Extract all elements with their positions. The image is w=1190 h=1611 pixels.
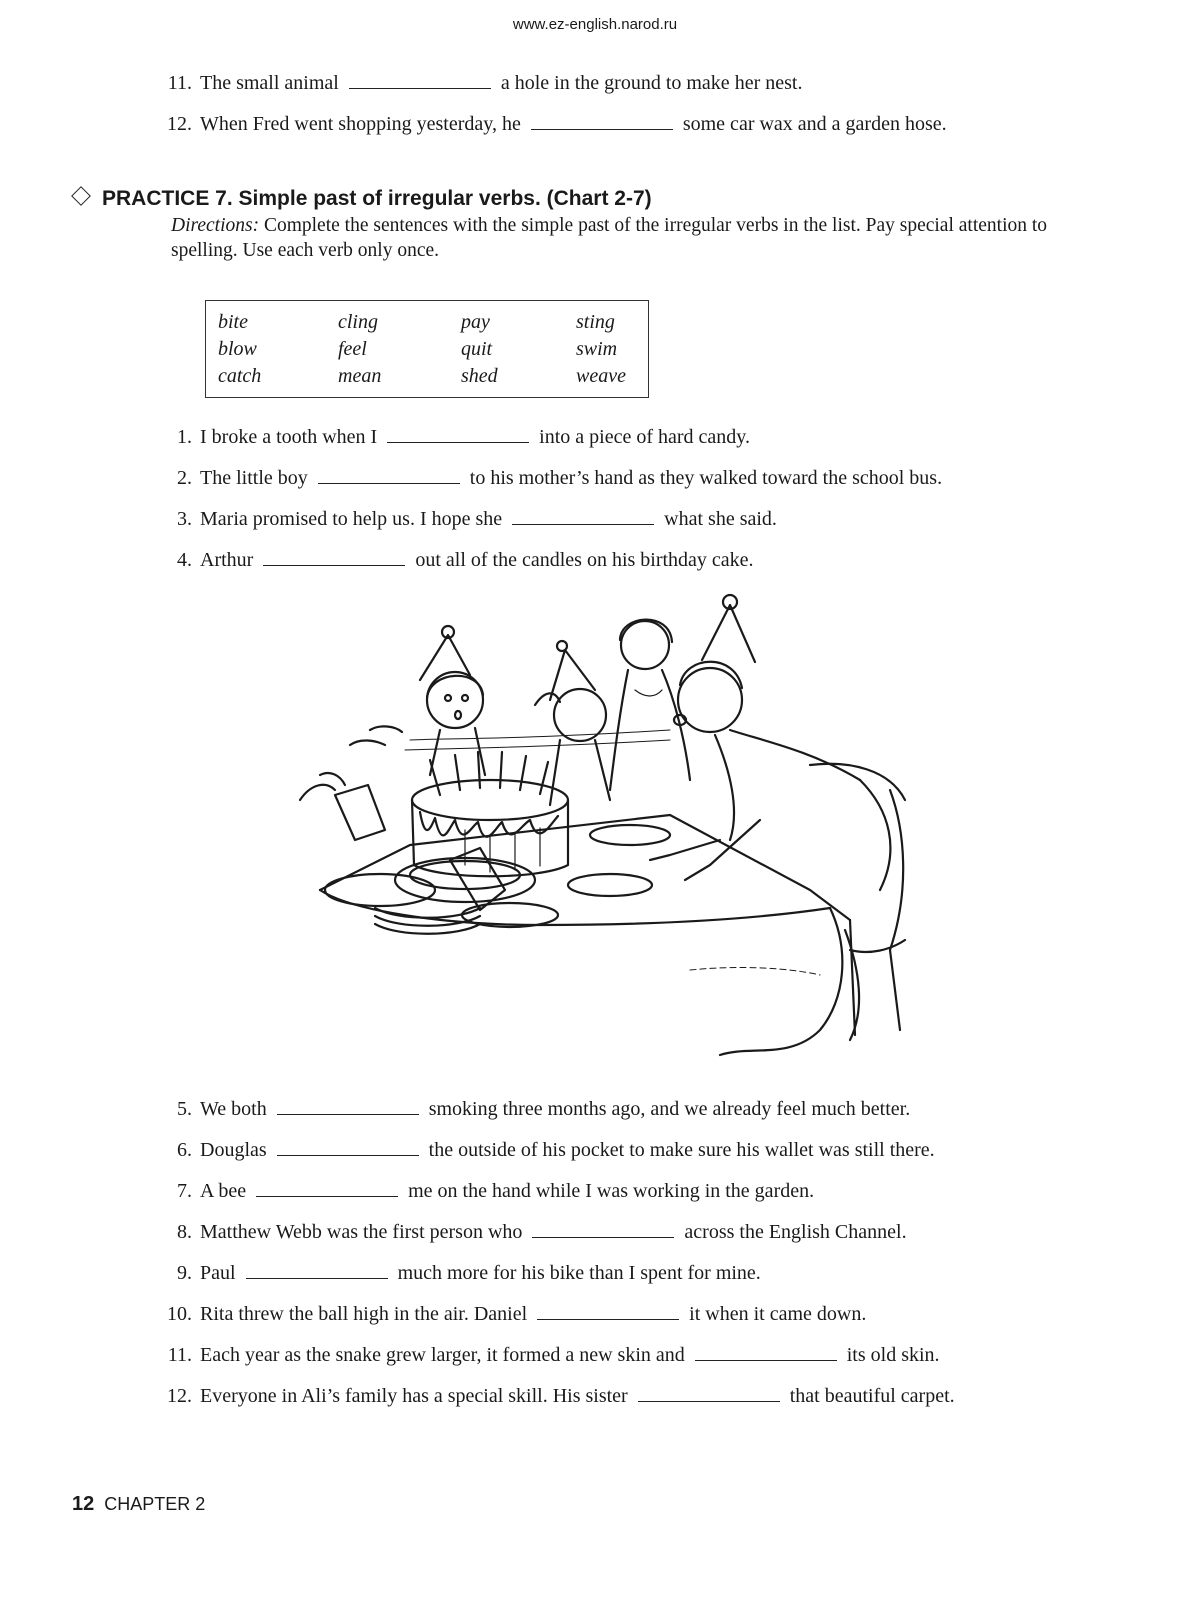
item-number: 11. [167,72,192,94]
item-number: 12. [167,1385,192,1407]
item-text-after: its old skin. [846,1344,940,1366]
exercise-item-2 [162,466,942,490]
item-text-before: The small animal [200,72,339,94]
item-text-before: Everyone in Ali’s family has a special skill. His sister [200,1385,628,1407]
item-text-before: The little boy [200,467,308,489]
page-number: 12 [72,1493,95,1515]
item-text-before: Douglas [200,1139,267,1161]
answer-blank[interactable] [246,1264,388,1279]
exercise-item-8 [162,1220,907,1244]
answer-blank[interactable] [638,1387,780,1402]
directions-text: Complete the sentences with the simple past of the irregular verbs in the list. Pay special attention to spelling. Use each verb only once. [171,215,1048,261]
item-text-after: that beautiful carpet. [789,1385,955,1407]
exercise-item-5 [162,1097,910,1121]
item-text-before: I broke a tooth when I [200,426,378,448]
page-footer [72,1493,205,1516]
answer-blank[interactable] [277,1141,419,1156]
verb-list-box [205,300,649,398]
item-text-after: smoking three months ago, and we already feel much better. [428,1098,911,1120]
item-text-before: Rita threw the ball high in the air. Daniel [200,1303,528,1325]
item-number: 8. [177,1221,192,1243]
answer-blank[interactable] [537,1305,679,1320]
item-number: 1. [177,426,192,448]
item-number: 4. [177,549,192,571]
directions [171,213,1051,263]
answer-blank[interactable] [318,469,460,484]
item-number: 12. [167,113,192,135]
verb-word: sting [576,311,615,333]
item-number: 2. [177,467,192,489]
item-text-before: Matthew Webb was the first person who [200,1221,523,1243]
item-text-after: out all of the candles on his birthday cake. [415,549,754,571]
item-text-after: it when it came down. [689,1303,867,1325]
exercise-item-9 [162,1261,761,1285]
diamond-icon [71,186,91,206]
verb-word: bite [218,311,248,333]
exercise-item-12 [162,1384,955,1408]
item-text-before: When Fred went shopping yesterday, he [200,113,521,135]
exercise-item-6 [162,1138,935,1162]
site-url: www.ez-english.narod.ru [512,16,678,33]
verb-word: weave [576,365,626,387]
item-text-before: We both [200,1098,267,1120]
item-number: 6. [177,1139,192,1161]
prev-item-11 [162,71,802,95]
item-text-after: into a piece of hard candy. [539,426,751,448]
item-text-before: Each year as the snake grew larger, it formed a new skin and [200,1344,685,1366]
item-text-after: much more for his bike than I spent for mine. [397,1262,761,1284]
verb-word: cling [338,311,378,333]
exercise-item-7 [162,1179,814,1203]
verb-word: quit [461,338,493,360]
answer-blank[interactable] [387,428,529,443]
practice-heading [70,187,652,211]
verb-word: mean [338,365,382,387]
item-text-after: the outside of his pocket to make sure his wallet was still there. [428,1139,935,1161]
item-text-after: me on the hand while I was working in the garden. [408,1180,815,1202]
verb-word: pay [461,311,490,333]
item-text-before: A bee [200,1180,247,1202]
item-text-before: Paul [200,1262,236,1284]
answer-blank[interactable] [531,115,673,130]
answer-blank[interactable] [695,1346,837,1361]
exercise-item-10 [162,1302,866,1326]
answer-blank[interactable] [277,1100,419,1115]
item-text-after: a hole in the ground to make her nest. [500,72,803,94]
verb-word: feel [338,338,367,360]
practice-title: PRACTICE 7. Simple past of irregular verbs. (Chart 2-7) [102,187,652,210]
answer-blank[interactable] [512,510,654,525]
item-text-before: Arthur [200,549,254,571]
item-text-after: to his mother’s hand as they walked toward the school bus. [469,467,943,489]
answer-blank[interactable] [263,551,405,566]
item-text-before: Maria promised to help us. I hope she [200,508,503,530]
exercise-item-1 [162,425,750,449]
answer-blank[interactable] [256,1182,398,1197]
item-number: 9. [177,1262,192,1284]
item-number: 5. [177,1098,192,1120]
answer-blank[interactable] [532,1223,674,1238]
birthday-party-illustration [290,590,940,1070]
item-text-after: what she said. [664,508,777,530]
verb-word: blow [218,338,257,360]
answer-blank[interactable] [349,74,491,89]
item-number: 7. [177,1180,192,1202]
exercise-item-3 [162,507,777,531]
item-text-after: some car wax and a garden hose. [682,113,947,135]
item-text-after: across the English Channel. [684,1221,907,1243]
verb-word: shed [461,365,498,387]
exercise-item-4 [162,548,754,572]
item-number: 11. [167,1344,192,1366]
directions-label: Directions: [171,215,260,236]
exercise-item-11 [162,1343,940,1367]
verb-word: catch [218,365,262,387]
verb-word: swim [576,338,618,360]
item-number: 3. [177,508,192,530]
prev-item-12 [162,112,947,136]
chapter-label: CHAPTER 2 [104,1494,206,1514]
item-number: 10. [167,1303,192,1325]
